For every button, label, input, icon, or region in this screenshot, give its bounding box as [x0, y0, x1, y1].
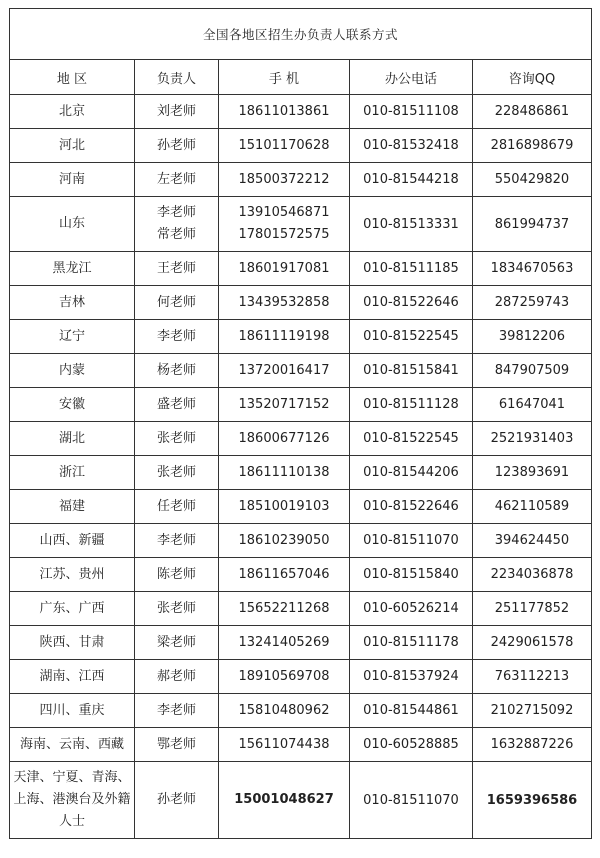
mobile-cell-line: 13439532858: [238, 294, 330, 310]
office-phone-cell: 010-81515841: [350, 354, 473, 388]
region-cell: [10, 762, 135, 839]
person-cell: [135, 728, 219, 762]
region-cell: [10, 197, 135, 252]
office-phone-cell: 010-81522545: [350, 320, 473, 354]
region-cell: [10, 388, 135, 422]
mobile-cell: [219, 592, 350, 626]
region-cell: [10, 558, 135, 592]
office-phone-cell: 010-81511185: [350, 252, 473, 286]
person-cell: [135, 320, 219, 354]
table-row: [10, 320, 592, 354]
table-row: [10, 524, 592, 558]
table-row: [10, 626, 592, 660]
region-cell: [10, 524, 135, 558]
office-phone-cell: 010-81544206: [350, 456, 473, 490]
table-row: [10, 660, 592, 694]
qq-cell: 1632887226: [473, 728, 592, 762]
person-cell: [135, 694, 219, 728]
header-qq: 咨询QQ: [473, 60, 592, 95]
office-phone-cell: 010-81511178: [350, 626, 473, 660]
header-region: 地 区: [10, 60, 135, 95]
person-cell: [135, 354, 219, 388]
table-row: [10, 456, 592, 490]
qq-cell: 394624450: [473, 524, 592, 558]
office-phone-cell: 010-81544861: [350, 694, 473, 728]
region-cell-line: 江苏、贵州: [39, 566, 105, 582]
office-phone-cell: 010-81511108: [350, 95, 473, 129]
region-cell: [10, 286, 135, 320]
qq-cell: 2234036878: [473, 558, 592, 592]
region-cell: [10, 422, 135, 456]
mobile-cell-line: 13520717152: [238, 396, 330, 412]
office-phone-cell: 010-81511070: [350, 524, 473, 558]
person-cell-line: 张老师: [156, 464, 196, 480]
office-phone-cell: 010-60526214: [350, 592, 473, 626]
qq-cell: 550429820: [473, 163, 592, 197]
person-cell-line: 盛老师: [156, 396, 196, 412]
region-cell: [10, 694, 135, 728]
mobile-cell: [219, 694, 350, 728]
region-cell-line: 福建: [58, 498, 85, 514]
person-cell-line: 任老师: [156, 498, 196, 514]
person-cell: [135, 286, 219, 320]
region-cell-line: 北京: [58, 103, 85, 119]
person-cell-line: 王老师: [156, 260, 196, 276]
person-cell-line: 李老师: [156, 532, 196, 548]
person-cell: [135, 252, 219, 286]
mobile-cell-line: 18510019103: [238, 498, 330, 514]
person-cell-line: 李老师: [156, 205, 196, 220]
table-row: [10, 592, 592, 626]
region-cell-line: 内蒙: [58, 362, 85, 378]
mobile-cell: [219, 626, 350, 660]
qq-cell: 228486861: [473, 95, 592, 129]
region-cell-line: 湖南、江西: [39, 668, 105, 684]
mobile-cell: [219, 728, 350, 762]
person-cell-line: 杨老师: [156, 362, 196, 378]
region-cell-line: 人士: [58, 814, 85, 829]
table-row: [10, 95, 592, 129]
region-cell-line: 黑龙江: [52, 260, 92, 276]
region-cell: [10, 626, 135, 660]
region-cell: [10, 592, 135, 626]
region-cell: [10, 728, 135, 762]
table-row: [10, 694, 592, 728]
region-cell: [10, 354, 135, 388]
mobile-cell: [219, 558, 350, 592]
region-cell: [10, 95, 135, 129]
qq-cell: 287259743: [473, 286, 592, 320]
qq-cell: 861994737: [473, 197, 592, 252]
qq-cell: 1659396586: [473, 762, 592, 839]
mobile-cell-line: 15611074438: [238, 736, 330, 752]
region-cell: [10, 252, 135, 286]
person-cell: [135, 660, 219, 694]
qq-cell: 39812206: [473, 320, 592, 354]
header-mobile: 手 机: [219, 60, 350, 95]
mobile-cell: [219, 286, 350, 320]
qq-cell: 123893691: [473, 456, 592, 490]
mobile-cell: [219, 422, 350, 456]
table-row: [10, 422, 592, 456]
region-cell-line: 吉林: [58, 294, 85, 310]
mobile-cell-line: 18601917081: [238, 260, 330, 276]
person-cell-line: 左老师: [156, 171, 196, 187]
mobile-cell-line: 18611657046: [238, 566, 330, 582]
office-phone-cell: 010-81532418: [350, 129, 473, 163]
mobile-cell-line: 15001048627: [234, 792, 334, 807]
mobile-cell: [219, 456, 350, 490]
person-cell-line: 孙老师: [156, 792, 196, 807]
mobile-cell: [219, 762, 350, 839]
region-cell-line: 辽宁: [58, 328, 85, 344]
person-cell: [135, 456, 219, 490]
table-row: [10, 286, 592, 320]
mobile-cell-line: 15810480962: [238, 702, 330, 718]
person-cell: [135, 592, 219, 626]
mobile-cell-line: 18600677126: [238, 430, 330, 446]
contact-table: [9, 8, 592, 839]
mobile-cell: [219, 197, 350, 252]
person-cell-line: 常老师: [156, 227, 196, 242]
region-cell: [10, 129, 135, 163]
person-cell: [135, 422, 219, 456]
region-cell-line: 浙江: [58, 464, 85, 480]
mobile-cell-line: 18910569708: [238, 668, 330, 684]
mobile-cell: [219, 354, 350, 388]
table-row: [10, 762, 592, 839]
region-cell-line: 山西、新疆: [39, 532, 105, 548]
person-cell: [135, 626, 219, 660]
region-cell-line: 湖北: [58, 430, 85, 446]
table-row: [10, 354, 592, 388]
mobile-cell-line: 18610239050: [238, 532, 330, 548]
region-cell: [10, 320, 135, 354]
person-cell: [135, 762, 219, 839]
table-row: [10, 728, 592, 762]
region-cell-line: 上海、港澳台及外籍: [13, 792, 131, 807]
qq-cell: 2521931403: [473, 422, 592, 456]
qq-cell: 1834670563: [473, 252, 592, 286]
person-cell-line: 陈老师: [156, 566, 196, 582]
person-cell-line: 李老师: [156, 328, 196, 344]
person-cell-line: 鄂老师: [156, 736, 196, 752]
mobile-cell-line: 13241405269: [238, 634, 330, 650]
person-cell: [135, 129, 219, 163]
person-cell: [135, 388, 219, 422]
region-cell: [10, 163, 135, 197]
office-phone-cell: 010-81522646: [350, 286, 473, 320]
mobile-cell-line: 18611013861: [238, 103, 330, 119]
mobile-cell: [219, 95, 350, 129]
table-row: [10, 197, 592, 252]
mobile-cell: [219, 320, 350, 354]
person-cell: [135, 524, 219, 558]
qq-cell: 251177852: [473, 592, 592, 626]
region-cell-line: 海南、云南、西藏: [19, 736, 124, 752]
qq-cell: 2102715092: [473, 694, 592, 728]
region-cell: [10, 660, 135, 694]
region-cell-line: 天津、宁夏、青海、: [13, 770, 131, 785]
region-cell-line: 河北: [58, 137, 85, 153]
office-phone-cell: 010-81515840: [350, 558, 473, 592]
region-cell-line: 广东、广西: [39, 600, 105, 616]
qq-cell: 847907509: [473, 354, 592, 388]
mobile-cell-line: 13720016417: [238, 362, 330, 378]
qq-cell: 2816898679: [473, 129, 592, 163]
person-cell-line: 孙老师: [156, 137, 196, 153]
person-cell-line: 刘老师: [156, 103, 196, 119]
mobile-cell: [219, 524, 350, 558]
mobile-cell-line: 13910546871: [238, 205, 330, 220]
mobile-cell-line: 17801572575: [238, 227, 330, 242]
region-cell: [10, 490, 135, 524]
office-phone-cell: 010-81511070: [350, 762, 473, 839]
mobile-cell-line: 18611110138: [238, 464, 330, 480]
mobile-cell: [219, 388, 350, 422]
table-row: [10, 129, 592, 163]
office-phone-cell: 010-81544218: [350, 163, 473, 197]
mobile-cell-line: 15652211268: [238, 600, 330, 616]
mobile-cell-line: 18500372212: [238, 171, 330, 187]
header-person: 负责人: [135, 60, 219, 95]
office-phone-cell: 010-81537924: [350, 660, 473, 694]
table-row: [10, 163, 592, 197]
person-cell: [135, 95, 219, 129]
region-cell: [10, 456, 135, 490]
office-phone-cell: 010-81513331: [350, 197, 473, 252]
office-phone-cell: 010-81511128: [350, 388, 473, 422]
person-cell-line: 梁老师: [156, 634, 196, 650]
mobile-cell: [219, 490, 350, 524]
table-row: [10, 490, 592, 524]
mobile-cell: [219, 660, 350, 694]
qq-cell: 61647041: [473, 388, 592, 422]
mobile-cell-line: 15101170628: [238, 137, 330, 153]
mobile-cell-line: 18611119198: [238, 328, 330, 344]
region-cell-line: 山东: [58, 216, 85, 231]
mobile-cell: [219, 129, 350, 163]
person-cell-line: 何老师: [156, 294, 196, 310]
region-cell-line: 陕西、甘肃: [39, 634, 105, 650]
table-title: 全国各地区招生办负责人联系方式: [10, 9, 592, 60]
office-phone-cell: 010-60528885: [350, 728, 473, 762]
person-cell-line: 张老师: [156, 600, 196, 616]
office-phone-cell: 010-81522545: [350, 422, 473, 456]
qq-cell: 763112213: [473, 660, 592, 694]
person-cell: [135, 490, 219, 524]
office-phone-cell: 010-81522646: [350, 490, 473, 524]
person-cell: [135, 163, 219, 197]
table-row: [10, 252, 592, 286]
header-office-phone: 办公电话: [350, 60, 473, 95]
qq-cell: 2429061578: [473, 626, 592, 660]
person-cell: [135, 197, 219, 252]
person-cell-line: 张老师: [156, 430, 196, 446]
person-cell: [135, 558, 219, 592]
table-row: [10, 558, 592, 592]
region-cell-line: 安徽: [58, 396, 85, 412]
region-cell-line: 四川、重庆: [39, 702, 105, 718]
person-cell-line: 郝老师: [156, 668, 196, 684]
mobile-cell: [219, 163, 350, 197]
qq-cell: 462110589: [473, 490, 592, 524]
mobile-cell: [219, 252, 350, 286]
person-cell-line: 李老师: [156, 702, 196, 718]
region-cell-line: 河南: [58, 171, 85, 187]
table-row: [10, 388, 592, 422]
